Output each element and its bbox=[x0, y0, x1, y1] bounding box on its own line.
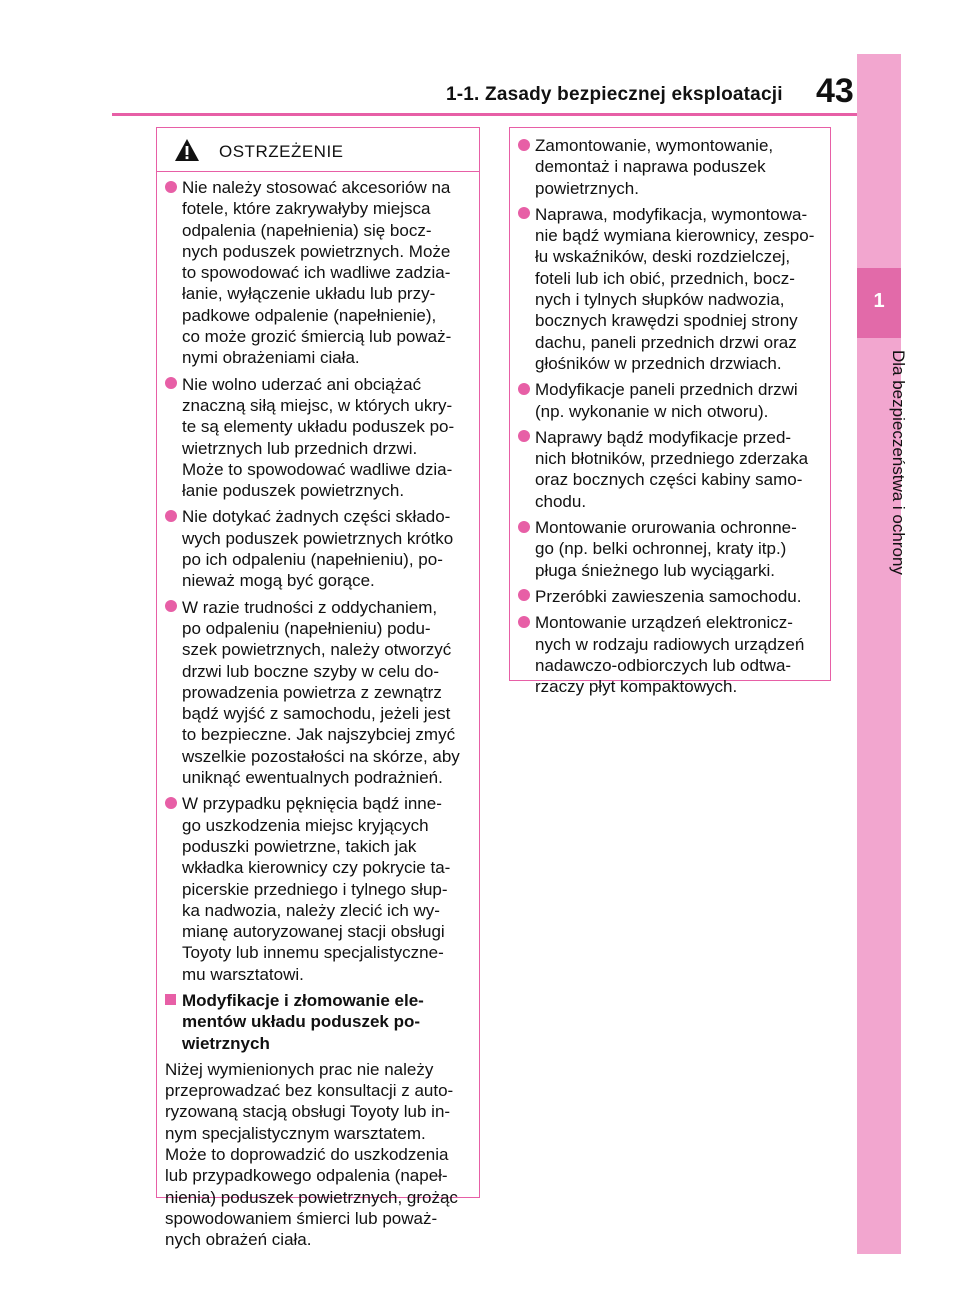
pink-square-icon bbox=[165, 994, 176, 1005]
pink-dot-bullet-icon bbox=[165, 797, 177, 809]
bullet-item bbox=[165, 374, 473, 502]
text-line: nych i tylnych słupków nadwozia, bbox=[535, 290, 785, 310]
text-line: Naprawa, modyfikacja, wymontowa- bbox=[535, 204, 808, 224]
pink-dot-bullet-icon bbox=[518, 207, 530, 219]
text-line: Montowanie orurowania ochronne- bbox=[535, 518, 797, 538]
page-number: 43 bbox=[816, 72, 854, 110]
text-line: Nie należy stosować akcesoriów na bbox=[182, 178, 451, 197]
text-line: W przypadku pęknięcia bądź inne- bbox=[182, 794, 442, 814]
bullet-text bbox=[182, 793, 473, 985]
text-line: Nie dotykać żadnych części składo- bbox=[182, 507, 451, 527]
pink-dot-bullet-icon bbox=[518, 139, 530, 151]
text-line: Modyfikacje paneli przednich drzwi bbox=[535, 380, 798, 400]
text-line: Toyoty lub innemu specjalistyczne- bbox=[182, 943, 444, 963]
text-line: Zamontowanie, wymontowanie, bbox=[535, 136, 774, 155]
pink-dot-bullet-icon bbox=[518, 430, 530, 442]
pink-dot-bullet-icon bbox=[518, 589, 530, 601]
pink-dot-bullet-icon bbox=[165, 377, 177, 389]
chapter-title: Dla bezpieczeństwa i ochrony bbox=[889, 350, 908, 575]
text-line: poduszki powietrzne, takich jak bbox=[182, 836, 417, 856]
text-line: spowodowaniem śmierci lub poważ- bbox=[165, 1208, 438, 1228]
warning-paragraph bbox=[165, 1059, 473, 1251]
text-line: nadawczo-odbiorczych lub odtwa- bbox=[535, 655, 792, 675]
text-line: nich błotników, przedniego zderzaka bbox=[535, 449, 809, 469]
bullet-item bbox=[165, 793, 473, 985]
warning-triangle-icon bbox=[174, 138, 200, 162]
warning-content bbox=[165, 177, 473, 1251]
text-line: Przeróbki zawieszenia samochodu. bbox=[535, 586, 802, 606]
text-line: co może grozić śmiercią lub poważ- bbox=[182, 327, 452, 347]
text-line: bądź wyjść z samochodu, jeżeli jest bbox=[182, 704, 451, 724]
text-line: wietrznych bbox=[182, 1033, 270, 1053]
text-line: łu wskaźników, deski rozdzielczej, bbox=[535, 247, 791, 267]
text-line: głośników w przednich drzwiach. bbox=[535, 353, 782, 373]
text-line: fotele, które zakrywałyby miejsca bbox=[182, 199, 431, 219]
text-line: Modyfikacje i złomowanie ele- bbox=[182, 990, 424, 1010]
text-line: (np. wykonanie w nich otworu). bbox=[535, 401, 769, 421]
bullet-text bbox=[535, 427, 824, 512]
text-line: szek powietrznych, należy otworzyć bbox=[182, 640, 452, 660]
bullet-text bbox=[535, 204, 824, 374]
text-line: odpalenia (napełnienia) się bocz- bbox=[182, 220, 432, 240]
text-line: nym specjalistycznym warsztatem. bbox=[165, 1123, 426, 1143]
warning-subheading bbox=[165, 990, 473, 1054]
text-line: nymi obrażeniami ciała. bbox=[182, 348, 360, 368]
text-line: Niżej wymienionych prac nie należy bbox=[165, 1059, 434, 1079]
continued-content bbox=[518, 135, 824, 702]
text-line: ryzowaną stacją obsługi Toyoty lub in- bbox=[165, 1102, 451, 1122]
warning-header bbox=[157, 128, 479, 172]
bullet-text bbox=[535, 586, 824, 607]
bullet-item bbox=[518, 379, 824, 422]
bullet-text bbox=[182, 374, 473, 502]
continued-bullet-list bbox=[518, 135, 824, 697]
text-line: Może to doprowadzić do uszkodzenia bbox=[165, 1145, 449, 1165]
bullet-text bbox=[182, 597, 473, 789]
pink-dot-bullet-icon bbox=[518, 521, 530, 533]
warning-bullet-list bbox=[165, 177, 473, 985]
text-line: oraz bocznych części kabiny samo- bbox=[535, 470, 803, 490]
text-line: wych poduszek powietrznych krótko bbox=[182, 528, 454, 548]
text-line: go (np. belki ochronnej, kraty itp.) bbox=[535, 539, 787, 559]
text-line: nieważ mogą być gorące. bbox=[182, 571, 375, 591]
text-line: chodu. bbox=[535, 491, 587, 511]
text-line: po odpaleniu (napełnieniu) podu- bbox=[182, 618, 431, 638]
text-line: Nie wolno uderzać ani obciążać bbox=[182, 374, 422, 394]
text-line: mianę autoryzowanej stacji obsługi bbox=[182, 922, 445, 942]
pink-dot-bullet-icon bbox=[165, 600, 177, 612]
text-line: ka nadwozia, należy zlecić ich wy- bbox=[182, 900, 440, 920]
pink-dot-bullet-icon bbox=[165, 181, 177, 193]
pink-dot-bullet-icon bbox=[518, 383, 530, 395]
bullet-item bbox=[518, 612, 824, 697]
text-line: znaczną siłą miejsc, w których ukry- bbox=[182, 395, 453, 415]
text-line: te są elementy układu poduszek po- bbox=[182, 417, 455, 437]
text-line: demontaż i naprawa poduszek bbox=[535, 157, 766, 177]
text-line: powietrznych. bbox=[535, 178, 639, 198]
bullet-text bbox=[535, 379, 824, 422]
text-line: W razie trudności z oddychaniem, bbox=[182, 597, 438, 617]
bullet-item bbox=[165, 597, 473, 789]
bullet-item bbox=[165, 506, 473, 591]
text-line: po ich odpaleniu (napełnieniu), po- bbox=[182, 550, 443, 570]
bullet-text bbox=[535, 612, 824, 697]
text-line: Może to spowodować wadliwe dzia- bbox=[182, 459, 453, 479]
text-line: to bezpieczne. Jak najszybciej zmyć bbox=[182, 725, 456, 745]
bullet-item bbox=[518, 586, 824, 607]
text-line: uniknąć ewentualnych podrażnień. bbox=[182, 768, 443, 788]
text-line: mentów układu poduszek po- bbox=[182, 1012, 421, 1032]
text-line: nie bądź wymiana kierownicy, zespo- bbox=[535, 226, 815, 246]
text-line: wkładka kierownicy czy pokrycie ta- bbox=[182, 858, 451, 878]
text-line: foteli lub ich obić, przednich, bocz- bbox=[535, 268, 795, 288]
bullet-text bbox=[182, 177, 473, 369]
text-line: wietrznych lub przednich drzwi. bbox=[182, 438, 418, 458]
text-line: lub przypadkowego odpalenia (napeł- bbox=[165, 1166, 448, 1186]
text-line: rzaczy płyt kompaktowych. bbox=[535, 677, 738, 697]
text-line: nych obrażeń ciała. bbox=[165, 1230, 312, 1250]
warning-label: OSTRZEŻENIE bbox=[219, 142, 344, 161]
text-line: przeprowadzać bez konsultacji z auto- bbox=[165, 1081, 454, 1101]
text-line: prowadzenia powietrza z zewnątrz bbox=[182, 682, 442, 702]
text-line: nych poduszek powietrznych. Może bbox=[182, 241, 451, 261]
text-line: nych w rodzaju radiowych urządzeń bbox=[535, 634, 805, 654]
section-title: 1-1. Zasady bezpiecznej eksploatacji bbox=[446, 84, 783, 105]
text-line: to spowodować ich wadliwe zadzia- bbox=[182, 263, 451, 283]
text-line: wszelkie pozostałości na skórze, aby bbox=[182, 746, 460, 766]
text-line: dachu, paneli przednich drzwi oraz bbox=[535, 332, 797, 352]
pink-dot-bullet-icon bbox=[518, 616, 530, 628]
bullet-text bbox=[535, 517, 824, 581]
text-line: Naprawy bądź modyfikacje przed- bbox=[535, 427, 792, 447]
text-line: go uszkodzenia miejsc kryjących bbox=[182, 815, 429, 835]
subheading-text bbox=[182, 990, 473, 1054]
bullet-item bbox=[518, 427, 824, 512]
pink-dot-bullet-icon bbox=[165, 510, 177, 522]
warning-box-continued bbox=[509, 127, 831, 697]
bullet-item bbox=[518, 517, 824, 581]
chapter-number: 1 bbox=[873, 290, 885, 312]
bullet-item bbox=[518, 204, 824, 374]
text-line: Montowanie urządzeń elektronicz- bbox=[535, 613, 793, 633]
text-line: padkowe odpalenie (napełnienie), bbox=[182, 305, 437, 325]
text-line: nienia) poduszek powietrznych, grożąc bbox=[165, 1187, 458, 1207]
bullet-item bbox=[518, 135, 824, 199]
warning-box bbox=[156, 127, 480, 1250]
bullet-text bbox=[535, 135, 824, 199]
bullet-text bbox=[182, 506, 473, 591]
text-line: mu warsztatowi. bbox=[182, 964, 304, 984]
text-line: łanie, wyłączenie układu lub przy- bbox=[182, 284, 436, 304]
bullet-item bbox=[165, 177, 473, 369]
header-divider bbox=[112, 113, 858, 116]
text-line: pługa śnieżnego lub wyciągarki. bbox=[535, 560, 776, 580]
text-line: bocznych krawędzi spodniej strony bbox=[535, 311, 798, 331]
side-index-tab bbox=[857, 54, 901, 1254]
text-line: picerskie przedniego i tylnego słup- bbox=[182, 879, 448, 899]
text-line: łanie poduszek powietrznych. bbox=[182, 481, 405, 501]
text-line: drzwi lub boczne szyby w celu do- bbox=[182, 661, 440, 681]
